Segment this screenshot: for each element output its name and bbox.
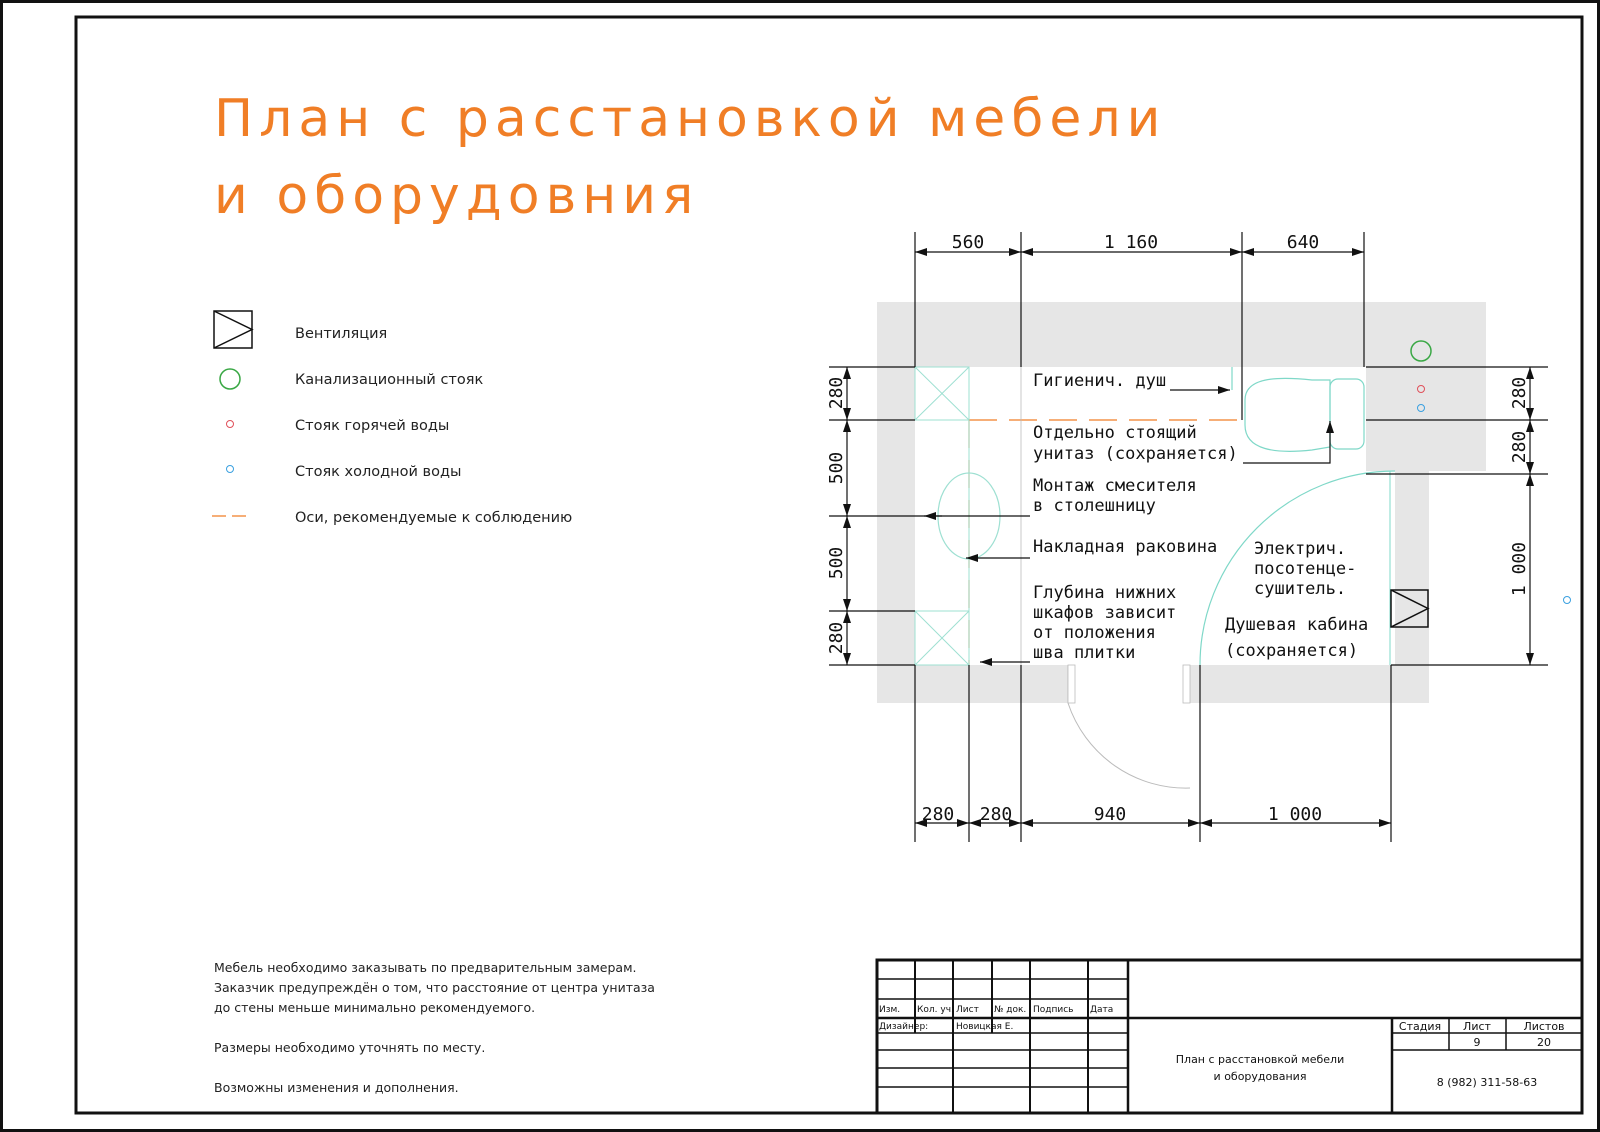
- page-title-line-1: План с расстановкой мебели: [214, 89, 1167, 149]
- entrance-door-swing: [1068, 665, 1190, 788]
- callout-dryer-line-2: посотенце-: [1254, 559, 1357, 579]
- door-jamb-right: [1183, 665, 1190, 703]
- dim-right-1: 280: [1509, 376, 1530, 410]
- callout-toilet-line-2: унитаз (сохраняется): [1033, 444, 1238, 464]
- callout-depth-line-2: шкафов зависит: [1033, 603, 1177, 623]
- callout-dryer-line-1: Электрич.: [1254, 539, 1347, 559]
- callout-depth-line-4: шва плитки: [1033, 643, 1136, 663]
- stamp-header-doc: № док.: [994, 1005, 1027, 1015]
- dim-bottom-1: 280: [921, 804, 955, 825]
- callout-depth-line-3: от положения: [1033, 623, 1156, 643]
- stamp-header-count: Кол. уч.: [917, 1005, 954, 1015]
- callout-mixer-line-2: в столешницу: [1033, 496, 1156, 516]
- legend-label-sewer-riser: Канализационный стояк: [295, 372, 484, 388]
- dim-bottom-4: 1 000: [1267, 804, 1323, 825]
- dim-top-2: 1 160: [1103, 232, 1159, 253]
- callout-toilet-line-1: Отдельно стоящий: [1033, 423, 1197, 443]
- legend-label-hot-water: Стояк горячей воды: [295, 418, 450, 434]
- stamp-sheets-label: Листов: [1523, 1020, 1565, 1033]
- ventilation-icon: [214, 311, 252, 348]
- dim-left-1: 280: [826, 376, 847, 410]
- stamp-designer-name: Новицкая Е.: [956, 1022, 1014, 1032]
- note-line-1: Мебель необходимо заказывать по предварительным замерам.: [214, 960, 637, 975]
- cold-water-riser-icon: [1564, 597, 1571, 604]
- stamp-sheet-title-line-1: План с расстановкой мебели: [1175, 1053, 1345, 1066]
- notes: [214, 960, 655, 1095]
- sewer-riser-icon: [220, 369, 240, 389]
- floor-plan: [877, 302, 1571, 788]
- stamp-sheet-title-line-2: и оборудования: [1213, 1070, 1307, 1083]
- stamp-header-change: Изм.: [879, 1005, 901, 1015]
- door-jamb-left: [1068, 665, 1075, 703]
- dim-top-3: 640: [1286, 232, 1320, 253]
- callout-mixer-line-1: Монтаж смесителя: [1033, 476, 1197, 496]
- wall-top-right: [1366, 302, 1486, 471]
- callout-shower-line-2: (сохраняется): [1225, 641, 1359, 661]
- dim-right-2: 280: [1509, 430, 1530, 464]
- callout-sink: Накладная раковина: [1033, 537, 1218, 557]
- legend-label-ventilation: Вентиляция: [295, 326, 388, 342]
- note-line-3: до стены меньше минимально рекомендуемого.: [214, 1000, 536, 1015]
- callout-dryer-line-3: сушитель.: [1254, 579, 1347, 599]
- note-line-4: Размеры необходимо уточнять по месту.: [214, 1040, 486, 1055]
- note-line-2: Заказчик предупреждён о том, что расстояние от центра унитаза: [214, 980, 655, 995]
- note-line-5: Возможны изменения и дополнения.: [214, 1080, 459, 1095]
- stamp-stage-label: Стадия: [1398, 1020, 1442, 1033]
- cold-water-riser-icon: [227, 466, 234, 473]
- dim-bottom-2: 280: [979, 804, 1013, 825]
- dim-left-4: 280: [826, 621, 847, 655]
- legend-label-cold-water: Стояк холодной воды: [295, 464, 462, 480]
- stamp-sheet-number: 9: [1473, 1036, 1481, 1049]
- legend: [212, 311, 572, 526]
- dim-left-2: 500: [826, 451, 847, 485]
- stamp-header-sheet: Лист: [956, 1005, 979, 1015]
- legend-label-axes: Оси, рекомендуемые к соблюдению: [295, 510, 573, 526]
- callout-hygienic-shower: Гигиенич. душ: [1033, 371, 1167, 391]
- stamp-phone: 8 (982) 311-58-63: [1436, 1076, 1538, 1089]
- stamp-sheets-total: 20: [1537, 1036, 1551, 1049]
- stamp-header-date: Дата: [1090, 1005, 1114, 1015]
- stamp-header-signature: Подпись: [1033, 1005, 1074, 1015]
- dim-top-1: 560: [951, 232, 985, 253]
- dim-bottom-3: 940: [1093, 804, 1127, 825]
- dim-left-3: 500: [826, 546, 847, 580]
- callout-shower-line-1: Душевая кабина: [1225, 615, 1369, 635]
- hot-water-riser-icon: [227, 421, 234, 428]
- dim-right-3: 1 000: [1509, 541, 1530, 597]
- callout-depth-line-1: Глубина нижних: [1033, 583, 1177, 603]
- stamp-designer-label: Дизайнер:: [879, 1022, 929, 1032]
- page-title-line-2: и оборудовния: [214, 166, 700, 226]
- stamp-sheet-label: Лист: [1463, 1020, 1491, 1033]
